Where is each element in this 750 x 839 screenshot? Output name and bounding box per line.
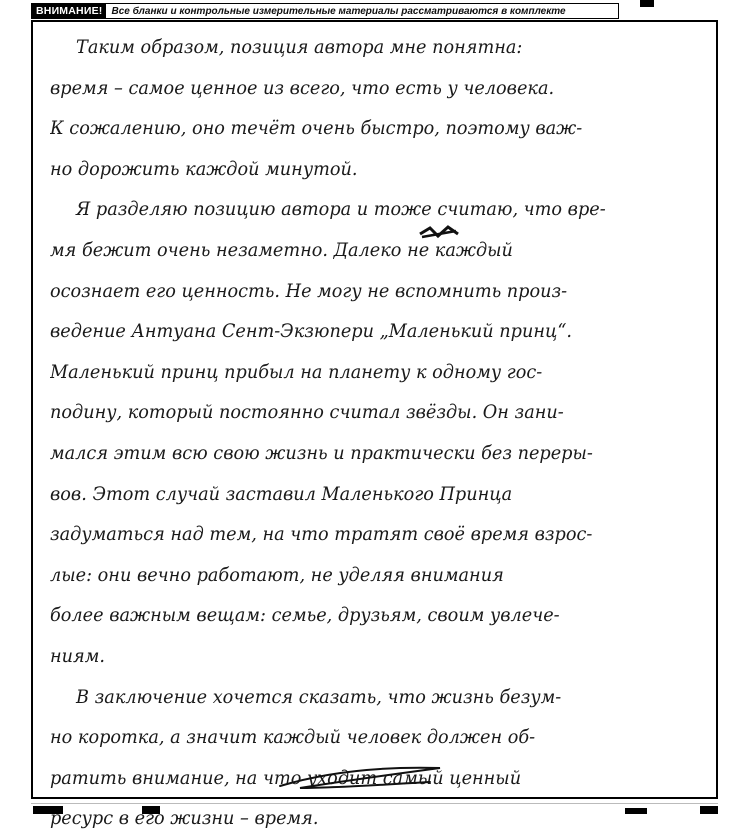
strikethrough-mark <box>418 222 460 242</box>
notice-text: Все бланки и контрольные измерительные материалы рассматриваются в комплекте <box>111 5 566 17</box>
essay-line: но коротка, а значит каждый человек должен об- <box>50 726 536 749</box>
essay-line: вов. Этот случай заставил Маленького Принца <box>50 482 513 505</box>
essay-line-text: мя бежит очень незаметно. Далеко не каждый <box>50 238 513 261</box>
essay-line: Я разделяю позицию автора и тоже считаю, что вре- <box>76 198 606 221</box>
essay-line: лые: они вечно работают, не уделяя внимания <box>50 563 504 586</box>
essay-text <box>50 27 720 839</box>
essay-line: мался этим всю свою жизнь и практически без переры- <box>50 441 593 464</box>
essay-line: Маленький принц прибыл на планету к одному гос- <box>50 360 543 383</box>
essay-line: ниям. <box>50 644 105 667</box>
essay-line: но дорожить каждой минутой. <box>50 157 358 180</box>
essay-line: задуматься над тем, на что тратят своё время взрос- <box>50 523 593 546</box>
essay-line: более важным вещам: семье, друзьям, своим увлече- <box>50 604 560 627</box>
essay-line: ведение Антуана Сент-Экзюпери „Маленький принц“. <box>50 320 572 343</box>
registration-marker-top-right <box>640 0 654 7</box>
essay-line: Таким образом, позиция автора мне понятна: <box>76 36 523 58</box>
essay-line: осознает его ценность. Не могу не вспомнить произ- <box>50 279 568 302</box>
notice-bar <box>31 3 619 19</box>
essay-line: ратить внимание, на что уходит самый ценный <box>50 766 522 789</box>
essay-line: время – самое ценное из всего, что есть у человека. <box>50 76 555 99</box>
essay-line: подину, который постоянно считал звёзды. Он зани- <box>50 401 564 424</box>
essay-line: К сожалению, оно течёт очень быстро, поэтому важ- <box>50 117 583 140</box>
bottom-rule <box>31 803 718 804</box>
notice-label: ВНИМАНИЕ! <box>32 4 106 18</box>
essay-line: В заключение хочется сказать, что жизнь безум- <box>76 685 562 708</box>
closing-squiggle-mark <box>260 758 460 798</box>
essay-line: ресурс в его жизни – время. <box>50 807 319 830</box>
essay-line-with-correction <box>50 230 673 271</box>
